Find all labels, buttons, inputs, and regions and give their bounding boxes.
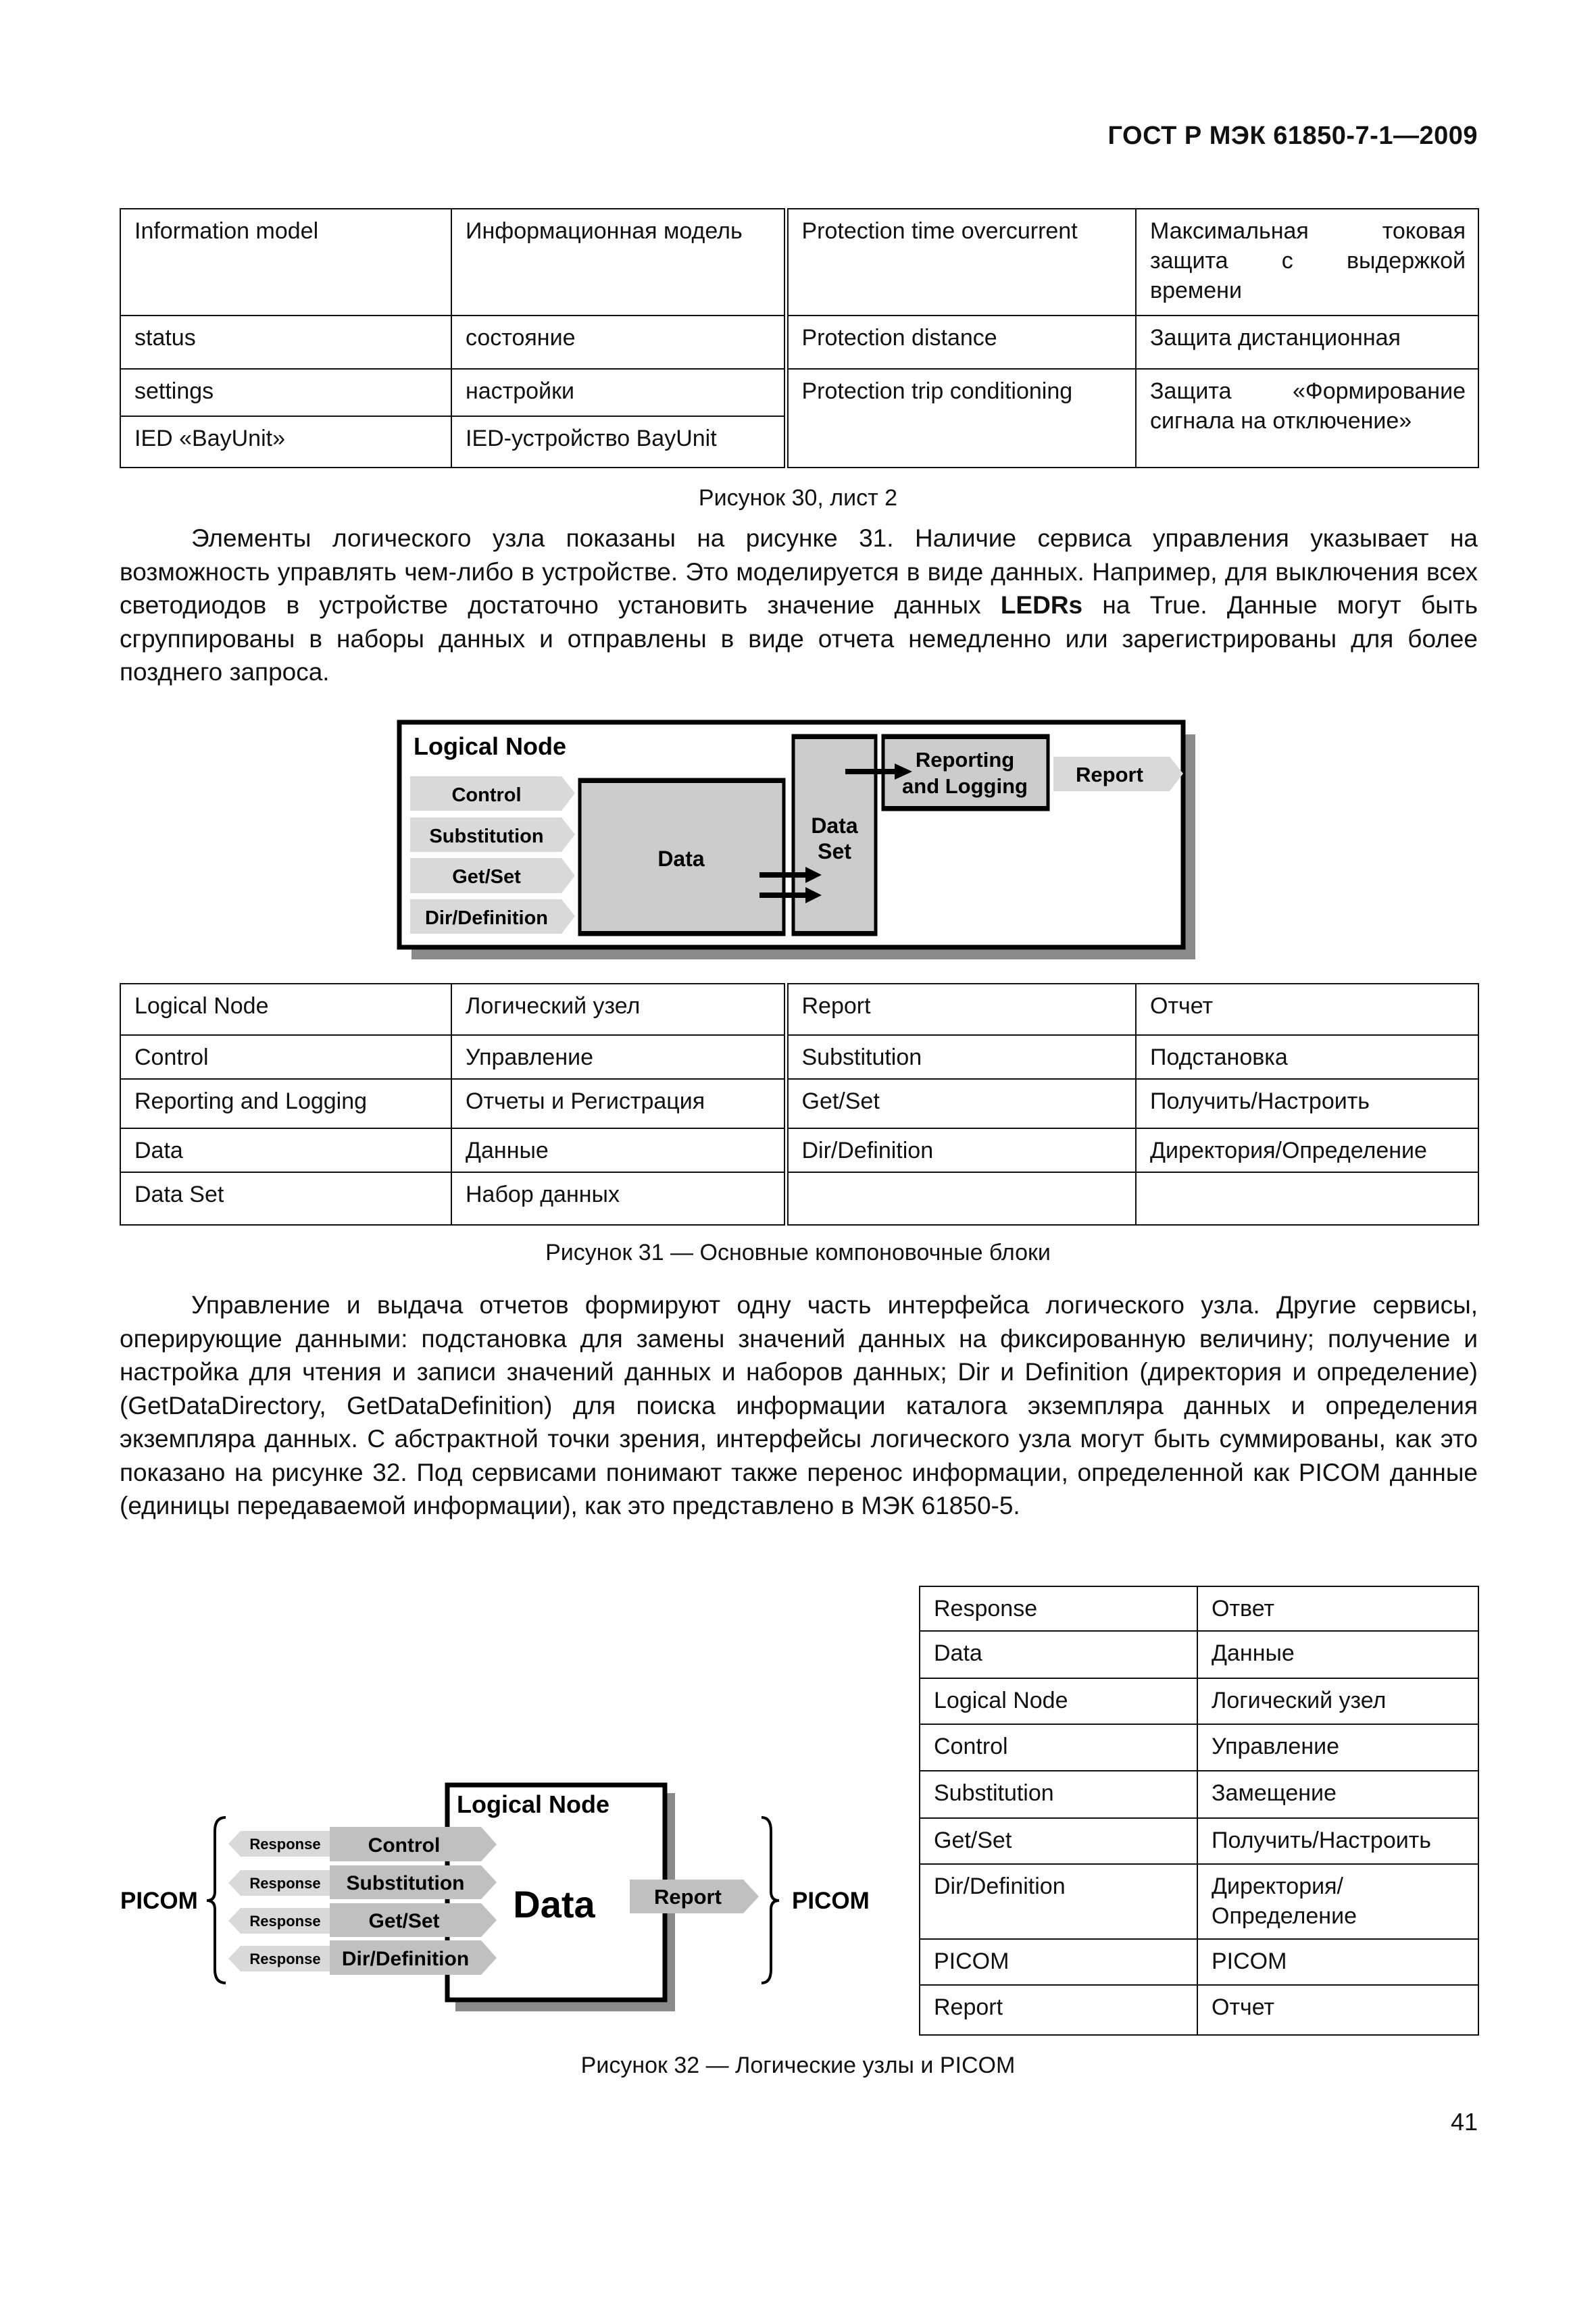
table-row bbox=[920, 1631, 1478, 1678]
picom-left-label: PICOM bbox=[120, 1888, 198, 1914]
table-cell: Substitution bbox=[786, 1035, 1136, 1079]
table-row bbox=[920, 1678, 1478, 1724]
response-label: Response bbox=[249, 1836, 321, 1853]
glossary-table-fig30 bbox=[120, 208, 1479, 468]
table-cell: IED-устройство BayUnit bbox=[451, 416, 786, 468]
service-chevron-getset bbox=[410, 858, 575, 893]
table-cell: состояние bbox=[451, 316, 786, 369]
table-row bbox=[920, 1985, 1478, 2035]
figure-32-diagram bbox=[108, 1770, 885, 2020]
page-number: 41 bbox=[1450, 2108, 1478, 2136]
table-cell: Данные bbox=[451, 1128, 786, 1172]
table-cell: Get/Set bbox=[786, 1079, 1136, 1128]
chevron-label: Control bbox=[451, 784, 522, 806]
table-cell: Отчеты и Регистрация bbox=[451, 1079, 786, 1128]
table-cell: Логический узел bbox=[451, 984, 786, 1035]
table-row bbox=[120, 316, 1478, 369]
response-chevron bbox=[228, 1908, 331, 1934]
response-chevron bbox=[228, 1870, 331, 1896]
left-brace-icon bbox=[207, 1817, 226, 1983]
table-cell: Report bbox=[920, 1985, 1197, 2035]
right-brace-icon bbox=[762, 1817, 779, 1983]
table-cell: PICOM bbox=[1197, 1939, 1478, 1985]
table-row bbox=[120, 984, 1478, 1035]
table-cell: Ответ bbox=[1197, 1586, 1478, 1631]
table-cell: Логический узел bbox=[1197, 1678, 1478, 1724]
figure-31-diagram bbox=[392, 716, 1203, 959]
reporting-label: Reporting bbox=[915, 748, 1015, 772]
paragraph-1 bbox=[120, 522, 1478, 689]
table-cell: Защита «Формирование сигнала на отключение» bbox=[1136, 369, 1478, 468]
dataset-label: Data bbox=[811, 813, 858, 838]
table-cell: Get/Set bbox=[920, 1818, 1197, 1864]
table-cell: Report bbox=[786, 984, 1136, 1035]
table-row bbox=[120, 1172, 1478, 1225]
table-cell: Защита дистанционная bbox=[1136, 316, 1478, 369]
logical-node-title: Logical Node bbox=[414, 732, 567, 760]
table-cell: Набор данных bbox=[451, 1172, 786, 1225]
response-label: Response bbox=[249, 1951, 321, 1967]
table-cell: Protection trip conditioning bbox=[786, 369, 1136, 468]
service-chevron-control bbox=[410, 776, 575, 811]
dataset-label: Set bbox=[818, 839, 851, 863]
table-cell: Data Set bbox=[120, 1172, 451, 1225]
table-cell: Reporting and Logging bbox=[120, 1079, 451, 1128]
table-cell: Получить/Настроить bbox=[1136, 1079, 1478, 1128]
figure-32-caption: Рисунок 32 — Логические узлы и PICOM bbox=[580, 2053, 1016, 2078]
table-cell: Директория/Определение bbox=[1197, 1864, 1478, 1939]
report-chevron bbox=[630, 1880, 759, 1913]
response-chevron bbox=[228, 1946, 331, 1971]
table-row bbox=[920, 1724, 1478, 1771]
table-cell: Logical Node bbox=[120, 984, 451, 1035]
table-cell: Data bbox=[120, 1128, 451, 1172]
table-cell: Protection time overcurrent bbox=[786, 209, 1136, 316]
table-row bbox=[920, 1939, 1478, 1985]
reporting-label: and Logging bbox=[902, 774, 1028, 798]
table-cell: settings bbox=[120, 369, 451, 416]
service-chevron-substitution bbox=[410, 818, 575, 852]
data-label: Data bbox=[513, 1883, 595, 1926]
service-chevron-getset bbox=[330, 1903, 497, 1937]
table-cell: Control bbox=[920, 1724, 1197, 1771]
table-cell: Control bbox=[120, 1035, 451, 1079]
chevron-label: Substitution bbox=[429, 826, 544, 847]
table-cell: Замещение bbox=[1197, 1771, 1478, 1818]
table-row bbox=[920, 1771, 1478, 1818]
logical-node-title: Logical Node bbox=[457, 1790, 610, 1818]
dataset-block bbox=[792, 734, 876, 936]
report-label: Report bbox=[654, 1885, 722, 1909]
chevron-label: Get/Set bbox=[368, 1910, 440, 1932]
figure-31-caption: Рисунок 31 — Основные компоновочные блоки bbox=[545, 1240, 1051, 1265]
document-header: ГОСТ Р МЭК 61850-7-1—2009 bbox=[1107, 122, 1478, 150]
service-chevron-substitution bbox=[330, 1865, 497, 1899]
table-cell: Отчет bbox=[1136, 984, 1478, 1035]
glossary-table-fig31 bbox=[120, 983, 1479, 1226]
table-cell: Response bbox=[920, 1586, 1197, 1631]
table-cell bbox=[1136, 1172, 1478, 1225]
response-label: Response bbox=[249, 1875, 321, 1892]
chevron-label: Dir/Definition bbox=[341, 1948, 470, 1970]
paragraph-2: Управление и выдача отчетов формируют одну часть интерфейса логического узла. Другие сервисы, оперирующие данными: подстановка для замены значений данных на фиксированную величину; получение и настройка для чтения и записи значений данных и наборов данных; Dir и Definition (директория и определение) (GetDataDirectory, GetDataDefinition) для поиска информации каталога экземпляра данных и определения экземпляра данных. С абстрактной точки зрения, интерфейсы логического узла могут быть суммированы, как это показано на рисунке 32. Под сервисами понимают также перенос информации, определенной как PICOM данные (единицы передаваемой информации), как это представлено в МЭК 61850-5. bbox=[120, 1291, 1478, 1519]
table-cell: Данные bbox=[1197, 1631, 1478, 1678]
table-row bbox=[120, 1035, 1478, 1079]
table-cell: Получить/Настроить bbox=[1197, 1818, 1478, 1864]
table-cell: настройки bbox=[451, 369, 786, 416]
table-cell: Data bbox=[920, 1631, 1197, 1678]
glossary-table-fig32 bbox=[919, 1586, 1479, 2036]
table-cell: PICOM bbox=[920, 1939, 1197, 1985]
chevron-label: Get/Set bbox=[452, 866, 521, 888]
table-cell: Protection distance bbox=[786, 316, 1136, 369]
table-cell: Управление bbox=[451, 1035, 786, 1079]
data-label: Data bbox=[657, 847, 705, 871]
table-row bbox=[920, 1586, 1478, 1631]
table-cell: Dir/Definition bbox=[786, 1128, 1136, 1172]
table-cell: Максимальная токовая защита с выдержкой времени bbox=[1136, 209, 1478, 316]
data-block bbox=[578, 778, 784, 936]
service-chevron-dirdefinition bbox=[410, 899, 575, 934]
table-cell bbox=[786, 1172, 1136, 1225]
figure-30-caption: Рисунок 30, лист 2 bbox=[698, 485, 898, 511]
picom-right-label: PICOM bbox=[792, 1888, 870, 1914]
table-row bbox=[120, 369, 1478, 416]
report-chevron bbox=[1053, 757, 1183, 791]
paragraph-bold-term: LEDRs bbox=[1000, 591, 1083, 619]
report-label: Report bbox=[1076, 763, 1143, 786]
table-row bbox=[120, 1079, 1478, 1128]
table-cell: Logical Node bbox=[920, 1678, 1197, 1724]
service-chevron-dirdefinition bbox=[330, 1940, 497, 1975]
chevron-label: Control bbox=[368, 1834, 441, 1857]
response-label: Response bbox=[249, 1913, 321, 1930]
chevron-label: Substitution bbox=[346, 1872, 465, 1894]
table-row bbox=[120, 209, 1478, 316]
paragraph-text: Элементы логического узла показаны на рисунке 31. Наличие сервиса управления указывает на возможность управлять чем-либо в устройстве. Это моделируется в виде данных. Например, для выключения всех светодиодов в устройстве достаточно установить значение данных bbox=[120, 524, 1478, 619]
response-chevron bbox=[228, 1831, 331, 1857]
paragraph-text: на True. Данные могут быть сгруппированы в наборы данных и отправлены в виде отчета немедленно или зарегистрированы для более позднего запроса. bbox=[120, 591, 1478, 686]
table-row bbox=[920, 1864, 1478, 1939]
table-cell: Отчет bbox=[1197, 1985, 1478, 2035]
table-cell: Информационная модель bbox=[451, 209, 786, 316]
table-cell: Подстановка bbox=[1136, 1035, 1478, 1079]
table-row bbox=[920, 1818, 1478, 1864]
table-row bbox=[120, 1128, 1478, 1172]
table-cell: status bbox=[120, 316, 451, 369]
table-cell: Директория/Определение bbox=[1136, 1128, 1478, 1172]
table-cell: Substitution bbox=[920, 1771, 1197, 1818]
table-cell: IED «BayUnit» bbox=[120, 416, 451, 468]
chevron-label: Dir/Definition bbox=[424, 907, 549, 929]
table-cell: Dir/Definition bbox=[920, 1864, 1197, 1939]
table-cell: Управление bbox=[1197, 1724, 1478, 1771]
table-cell: Information model bbox=[120, 209, 451, 316]
service-chevron-control bbox=[330, 1827, 497, 1861]
